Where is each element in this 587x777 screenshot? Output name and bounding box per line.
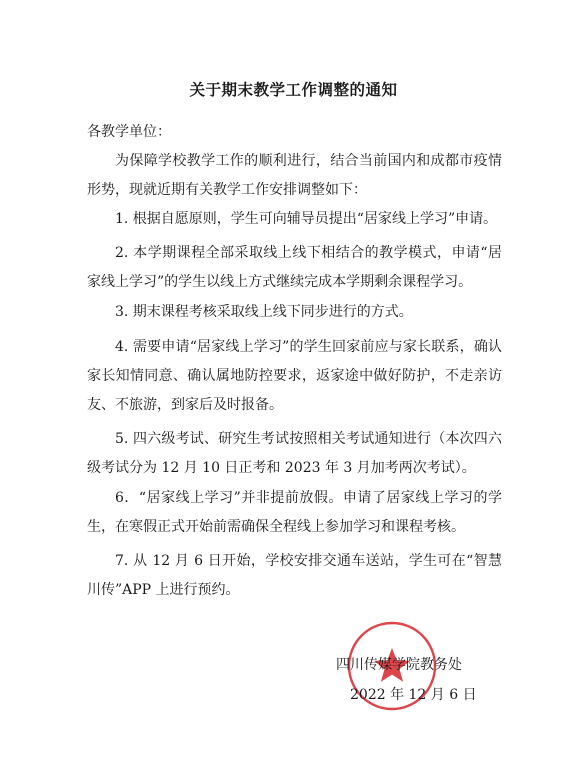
notice-item-4: 4. 需要申请“居家线上学习”的学生回家前应与家长联系，确认家长知情同意、确认属地防控要求，返家途中做好防护，不走亲访友、不旅游，到家后及时报备。	[87, 339, 502, 413]
notice-item-2: 2. 本学期课程全部采取线上线下相结合的教学模式，申请“居家线上学习”的学生以线上方式继续完成本学期剩余课程学习。	[87, 245, 502, 290]
notice-item-6: 6．“居家线上学习”并非提前放假。申请了居家线上学习的学生，在寒假正式开始前需确保全程线上参加学习和课程考核。	[87, 490, 502, 535]
intro-paragraph: 为保障学校教学工作的顺利进行，结合当前国内和成都市疫情形势，现就近期有关教学工作安排调整如下：	[87, 153, 502, 198]
notice-title: 关于期末教学工作调整的通知	[189, 81, 398, 99]
signature-date: 2022 年 12 月 6 日	[350, 687, 477, 703]
notice-item-3: 3. 期末课程考核采取线上线下同步进行的方式。	[115, 304, 413, 320]
notice-item-5: 5. 四六级考试、研究生考试按照相关考试通知进行（本次四六级考试分为 12 月 10 日正考和 2023 年 3 月加考两次考试）。	[87, 431, 502, 476]
signature-org: 四川传媒学院教务处	[336, 657, 462, 673]
salutation: 各教学单位：	[87, 124, 171, 140]
notice-item-7: 7. 从 12 月 6 日开始，学校安排交通车送站，学生可在“智慧川传”APP 上进行预约。	[87, 553, 502, 598]
notice-item-1: 1. 根据自愿原则，学生可向辅导员提出“居家线上学习”申请。	[115, 211, 498, 227]
